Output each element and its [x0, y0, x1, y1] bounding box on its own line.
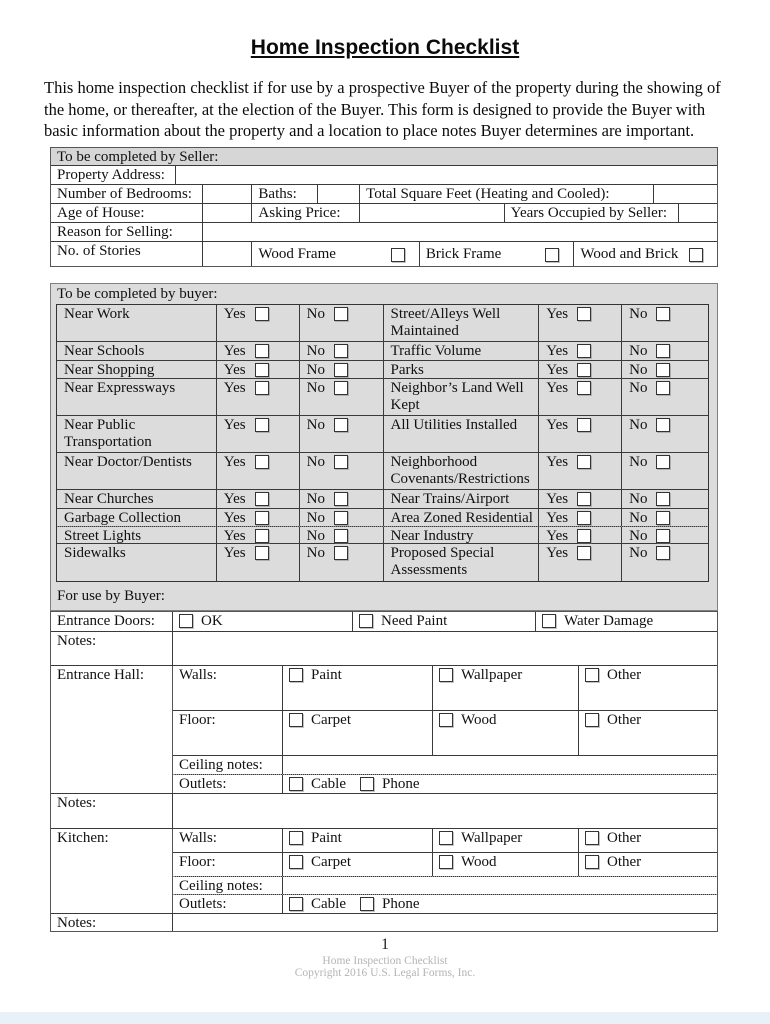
buyer-item-label: Neighbor’s Land Well Kept [384, 379, 540, 415]
buyer-item-label: Garbage Collection [57, 509, 217, 526]
for-use-by-buyer-label: For use by Buyer: [57, 588, 165, 604]
buyer-item-label: Near Schools [57, 342, 217, 360]
buyer-item-label: Near Churches [57, 490, 217, 508]
no-checkbox[interactable] [334, 529, 348, 543]
carpet-label: Carpet [311, 854, 351, 870]
no-checkbox[interactable] [656, 381, 670, 395]
no-cell [300, 490, 384, 508]
wood-and-brick-cell [574, 242, 717, 266]
yes-cell [217, 342, 300, 360]
ceiling-notes-label: Ceiling notes: [173, 756, 283, 774]
yes-label: Yes [223, 306, 246, 322]
buyer-row-near-doctor-dentists [57, 453, 708, 490]
yes-checkbox[interactable] [577, 455, 591, 469]
wallpaper-cell [433, 666, 579, 710]
notes-input[interactable] [173, 632, 717, 665]
entrance-doors-row [51, 612, 717, 632]
wallpaper-label: Wallpaper [461, 830, 523, 846]
no-checkbox[interactable] [656, 307, 670, 321]
no-cell [300, 509, 384, 526]
no-label: No [629, 454, 648, 470]
wood-cell [433, 711, 579, 755]
yes-checkbox[interactable] [577, 381, 591, 395]
no-checkbox[interactable] [334, 381, 348, 395]
notes-row [51, 914, 717, 931]
yes-cell [217, 361, 300, 378]
wallpaper-checkbox[interactable] [439, 831, 453, 845]
no-checkbox[interactable] [334, 492, 348, 506]
kitchen-section [51, 829, 717, 914]
yes-cell [539, 379, 622, 415]
yes-checkbox[interactable] [255, 381, 269, 395]
other-label: Other [607, 667, 642, 683]
no-label: No [306, 510, 325, 526]
ceiling-notes-row [173, 876, 717, 895]
yes-checkbox[interactable] [577, 511, 591, 525]
notes-label: Notes: [51, 914, 173, 931]
ceiling-notes-label: Ceiling notes: [173, 877, 283, 894]
outlets-options-cell [283, 895, 717, 913]
wood-cell [433, 853, 579, 876]
other-label: Other [607, 712, 642, 728]
yes-cell [539, 453, 622, 489]
phone-checkbox[interactable] [360, 777, 374, 791]
stories-label: No. of Stories [51, 242, 203, 266]
no-cell [622, 509, 708, 526]
notes-input[interactable] [173, 914, 717, 931]
no-cell [622, 305, 708, 341]
buyer-item-label: Near Work [57, 305, 217, 341]
no-label: No [629, 545, 648, 561]
yes-cell [539, 544, 622, 581]
buyer-section [50, 283, 718, 611]
wood-label: Wood [461, 712, 497, 728]
yes-label: Yes [223, 417, 246, 433]
wood-checkbox[interactable] [439, 713, 453, 727]
buyer-row-near-work [57, 305, 708, 342]
buyer-item-label: Near Shopping [57, 361, 217, 378]
buyer-table [56, 304, 709, 582]
wood-checkbox[interactable] [439, 855, 453, 869]
yes-checkbox[interactable] [255, 492, 269, 506]
other-cell [579, 829, 717, 852]
no-label: No [306, 306, 325, 322]
no-label: No [629, 417, 648, 433]
seller-table [50, 147, 718, 267]
no-cell [622, 527, 708, 543]
no-label: No [629, 380, 648, 396]
no-label: No [629, 528, 648, 544]
property-address-label: Property Address: [51, 166, 176, 184]
notes-input[interactable] [173, 794, 717, 828]
no-label: No [306, 454, 325, 470]
outlets-row [173, 894, 717, 913]
no-label: No [629, 306, 648, 322]
buyer-item-label: Near Trains/Airport [384, 490, 540, 508]
ok-label: OK [201, 613, 223, 629]
yes-label: Yes [223, 491, 246, 507]
no-label: No [306, 362, 325, 378]
yes-label: Yes [546, 362, 569, 378]
no-label: No [306, 417, 325, 433]
paint-checkbox[interactable] [289, 668, 303, 682]
no-checkbox[interactable] [334, 418, 348, 432]
no-label: No [306, 343, 325, 359]
cable-label: Cable [311, 896, 346, 912]
entrance-doors-label: Entrance Doors: [51, 612, 173, 631]
page-number: 1 [381, 936, 389, 953]
baths-input[interactable] [318, 185, 360, 203]
yes-label: Yes [223, 510, 246, 526]
asking-price-label: Asking Price: [252, 204, 360, 222]
yes-label: Yes [223, 380, 246, 396]
yes-label: Yes [546, 454, 569, 470]
buyer-item-label: Near Industry [384, 527, 540, 543]
buyer-item-label: All Utilities Installed [384, 416, 540, 452]
yes-label: Yes [546, 545, 569, 561]
page-bottom-strip [0, 1012, 770, 1024]
seller-table-header: To be completed by Seller: [57, 149, 219, 165]
yes-label: Yes [546, 343, 569, 359]
phone-label: Phone [382, 776, 420, 792]
no-cell [622, 379, 708, 415]
water-damage-checkbox[interactable] [542, 614, 556, 628]
no-label: No [306, 380, 325, 396]
walls-row [173, 666, 717, 711]
ceiling-notes-input[interactable] [283, 756, 717, 774]
paint-cell [283, 666, 433, 710]
need-paint-label: Need Paint [381, 613, 448, 629]
buyer-item-label: Traffic Volume [384, 342, 540, 360]
age-label: Age of House: [51, 204, 203, 222]
no-checkbox[interactable] [656, 511, 670, 525]
yes-label: Yes [546, 306, 569, 322]
buyer-row-near-expressways [57, 379, 708, 416]
cable-checkbox[interactable] [289, 777, 303, 791]
wood-label: Wood [461, 854, 497, 870]
outlets-label: Outlets: [173, 895, 283, 913]
ceiling-notes-row [173, 756, 717, 775]
floor-label: Floor: [173, 711, 283, 755]
buyer-row-near-schools [57, 342, 708, 361]
footer-copyright: Copyright 2016 U.S. Legal Forms, Inc. [294, 967, 476, 979]
buyer-item-label: Sidewalks [57, 544, 217, 581]
ok-cell [173, 612, 353, 631]
yes-checkbox[interactable] [255, 529, 269, 543]
buyer-section-header: To be completed by buyer: [57, 286, 218, 302]
yes-checkbox[interactable] [577, 418, 591, 432]
buyer-row-near-public-transportation [57, 416, 708, 453]
yes-cell [217, 305, 300, 341]
no-checkbox[interactable] [656, 344, 670, 358]
brick-frame-cell [420, 242, 575, 266]
carpet-checkbox[interactable] [289, 713, 303, 727]
yes-cell [217, 416, 300, 452]
cable-label: Cable [311, 776, 346, 792]
buyer-item-label: Near Doctor/Dentists [57, 453, 217, 489]
wood-and-brick-checkbox[interactable] [689, 248, 703, 262]
walls-row [173, 829, 717, 853]
buyer-row-near-shopping [57, 361, 708, 379]
no-cell [300, 527, 384, 543]
buyer-item-label: Street/Alleys Well Maintained [384, 305, 540, 341]
yes-checkbox[interactable] [255, 455, 269, 469]
no-checkbox[interactable] [656, 418, 670, 432]
carpet-cell [283, 853, 433, 876]
wood-frame-label: Wood Frame [258, 246, 336, 262]
paint-cell [283, 829, 433, 852]
wood-frame-checkbox[interactable] [391, 248, 405, 262]
yes-label: Yes [223, 528, 246, 544]
yes-cell [539, 490, 622, 508]
outlets-label: Outlets: [173, 775, 283, 793]
buyer-row-sidewalks [57, 544, 708, 581]
paint-label: Paint [311, 667, 342, 683]
no-checkbox[interactable] [656, 363, 670, 377]
no-cell [300, 342, 384, 360]
bedrooms-label: Number of Bedrooms: [51, 185, 203, 203]
yes-cell [539, 305, 622, 341]
no-cell [300, 361, 384, 378]
yes-cell [217, 544, 300, 581]
no-checkbox[interactable] [334, 455, 348, 469]
other-checkbox[interactable] [585, 831, 599, 845]
yes-checkbox[interactable] [577, 344, 591, 358]
paint-checkbox[interactable] [289, 831, 303, 845]
yes-cell [539, 416, 622, 452]
no-checkbox[interactable] [334, 307, 348, 321]
yes-cell [217, 490, 300, 508]
buyer-item-label: Proposed Special Assessments [384, 544, 540, 581]
yes-label: Yes [223, 545, 246, 561]
walls-label: Walls: [173, 666, 283, 710]
no-cell [622, 361, 708, 378]
water-damage-label: Water Damage [564, 613, 654, 629]
cable-checkbox[interactable] [289, 897, 303, 911]
yes-label: Yes [546, 491, 569, 507]
no-cell [300, 544, 384, 581]
floor-row [173, 853, 717, 877]
room-name-label: Kitchen: [51, 829, 173, 913]
no-checkbox[interactable] [656, 546, 670, 560]
no-checkbox[interactable] [334, 344, 348, 358]
sqft-label: Total Square Feet (Heating and Cooled): [360, 185, 654, 203]
other-cell [579, 711, 717, 755]
no-cell [622, 490, 708, 508]
no-label: No [306, 545, 325, 561]
buyer-row-garbage-collection [57, 509, 708, 527]
other-checkbox[interactable] [585, 713, 599, 727]
buyer-item-label: Area Zoned Residential [384, 509, 540, 526]
no-cell [300, 305, 384, 341]
buyer-item-label: Neighborhood Covenants/Restrictions [384, 453, 540, 489]
yes-label: Yes [546, 510, 569, 526]
yes-checkbox[interactable] [577, 307, 591, 321]
reason-input[interactable] [203, 223, 717, 241]
wood-and-brick-label: Wood and Brick [580, 246, 679, 262]
yes-checkbox[interactable] [577, 363, 591, 377]
other-label: Other [607, 830, 642, 846]
buyer-item-label: Near Expressways [57, 379, 217, 415]
inspection-table [50, 611, 718, 932]
buyer-row-street-lights [57, 526, 708, 544]
other-label: Other [607, 854, 642, 870]
yes-cell [217, 453, 300, 489]
buyer-item-label: Street Lights [57, 527, 217, 543]
no-label: No [629, 510, 648, 526]
page-title: Home Inspection Checklist [250, 36, 520, 59]
sqft-input[interactable] [654, 185, 717, 203]
no-label: No [629, 491, 648, 507]
no-cell [300, 379, 384, 415]
bedrooms-input[interactable] [203, 185, 253, 203]
asking-price-input[interactable] [360, 204, 505, 222]
floor-row [173, 711, 717, 756]
phone-label: Phone [382, 896, 420, 912]
yes-label: Yes [546, 417, 569, 433]
no-cell [622, 416, 708, 452]
no-label: No [306, 528, 325, 544]
no-checkbox[interactable] [334, 511, 348, 525]
other-cell [579, 666, 717, 710]
yes-cell [217, 379, 300, 415]
carpet-cell [283, 711, 433, 755]
intro-paragraph: This home inspection checklist if for use by a prospective Buyer of the property during the showing of the home, or thereafter, at the election of the Buyer. This form is designed to provide the Buyer with basic information about the property and a location to place notes Buyer determines are important. [44, 78, 721, 140]
buyer-item-label: Near Public Transportation [57, 416, 217, 452]
buyer-row-near-churches [57, 490, 708, 509]
outlets-options-cell [283, 775, 717, 793]
yes-label: Yes [223, 362, 246, 378]
wallpaper-cell [433, 829, 579, 852]
yes-checkbox[interactable] [255, 546, 269, 560]
yes-checkbox[interactable] [577, 529, 591, 543]
yes-cell [539, 342, 622, 360]
need-paint-checkbox[interactable] [359, 614, 373, 628]
wood-frame-cell [252, 242, 420, 266]
notes-label: Notes: [51, 794, 173, 828]
notes-row [51, 632, 717, 666]
notes-label: Notes: [51, 632, 173, 665]
yes-checkbox[interactable] [577, 546, 591, 560]
other-cell [579, 853, 717, 876]
no-cell [622, 342, 708, 360]
no-checkbox[interactable] [656, 529, 670, 543]
years-occupied-input[interactable] [679, 204, 717, 222]
carpet-checkbox[interactable] [289, 855, 303, 869]
ceiling-notes-input[interactable] [283, 877, 717, 894]
yes-label: Yes [223, 343, 246, 359]
yes-cell [217, 527, 300, 543]
room-name-label: Entrance Hall: [51, 666, 173, 793]
no-checkbox[interactable] [656, 455, 670, 469]
reason-label: Reason for Selling: [51, 223, 203, 241]
notes-row [51, 794, 717, 829]
entrance-hall-section [51, 666, 717, 794]
no-label: No [629, 362, 648, 378]
no-cell [300, 453, 384, 489]
no-cell [300, 416, 384, 452]
buyer-item-label: Parks [384, 361, 540, 378]
carpet-label: Carpet [311, 712, 351, 728]
yes-label: Yes [546, 380, 569, 396]
no-label: No [306, 491, 325, 507]
walls-label: Walls: [173, 829, 283, 852]
yes-cell [539, 509, 622, 526]
yes-cell [539, 361, 622, 378]
property-address-input[interactable] [176, 166, 717, 184]
no-cell [622, 453, 708, 489]
years-occupied-label: Years Occupied by Seller: [505, 204, 679, 222]
yes-checkbox[interactable] [577, 492, 591, 506]
yes-cell [539, 527, 622, 543]
baths-label: Baths: [252, 185, 318, 203]
phone-checkbox[interactable] [360, 897, 374, 911]
brick-frame-label: Brick Frame [425, 246, 502, 262]
yes-checkbox[interactable] [255, 363, 269, 377]
paint-label: Paint [311, 830, 342, 846]
no-checkbox[interactable] [656, 492, 670, 506]
footer-title: Home Inspection Checklist [322, 955, 448, 967]
no-cell [622, 544, 708, 581]
other-checkbox[interactable] [585, 668, 599, 682]
yes-checkbox[interactable] [255, 307, 269, 321]
need-paint-cell [353, 612, 536, 631]
water-damage-cell [536, 612, 717, 631]
no-checkbox[interactable] [334, 363, 348, 377]
wallpaper-label: Wallpaper [461, 667, 523, 683]
wallpaper-checkbox[interactable] [439, 668, 453, 682]
stories-input[interactable] [203, 242, 253, 266]
other-checkbox[interactable] [585, 855, 599, 869]
yes-checkbox[interactable] [255, 511, 269, 525]
yes-checkbox[interactable] [255, 418, 269, 432]
outlets-row [173, 774, 717, 793]
yes-label: Yes [546, 528, 569, 544]
floor-label: Floor: [173, 853, 283, 876]
no-checkbox[interactable] [334, 546, 348, 560]
no-label: No [629, 343, 648, 359]
yes-checkbox[interactable] [255, 344, 269, 358]
age-input[interactable] [203, 204, 253, 222]
yes-label: Yes [223, 454, 246, 470]
yes-cell [217, 509, 300, 526]
brick-frame-checkbox[interactable] [545, 248, 559, 262]
ok-checkbox[interactable] [179, 614, 193, 628]
